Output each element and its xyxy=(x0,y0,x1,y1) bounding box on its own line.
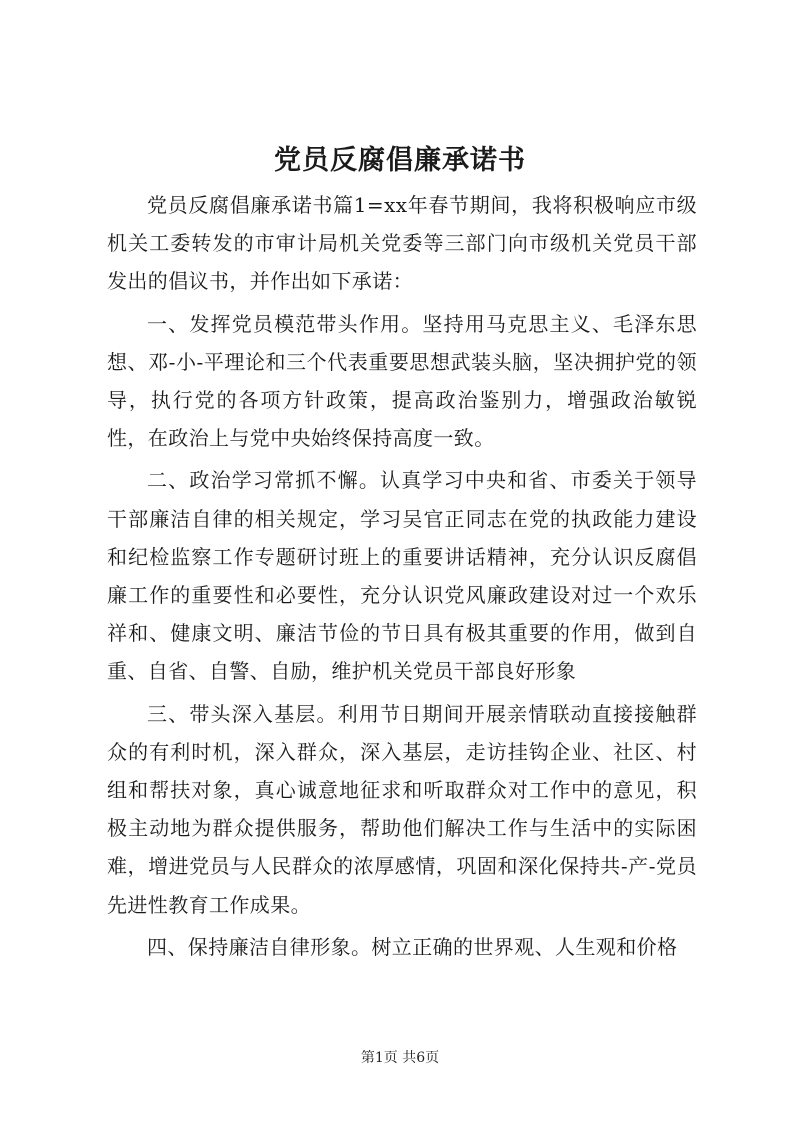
paragraph-1: 一、发挥党员模范带头作用。坚持用马克思主义、毛泽东思想、邓-小-平理论和三个代表重要思想武装头脑，坚决拥护党的领导，执行党的各项方针政策，提高政治鉴别力，增强政治敏锐性，在政治上与党中央始终保持高度一致。 xyxy=(107,311,697,451)
document-body xyxy=(107,186,697,970)
page-number-footer: 第1页 共6页 xyxy=(360,1050,440,1066)
paragraph-3: 三、带头深入基层。利用节日期间开展亲情联动直接接触群众的有利时机，深入群众，深入基层，走访挂钩企业、社区、村组和帮扶对象，真心诚意地征求和听取群众对工作中的意见，积极主动地为群众提供服务，帮助他们解决工作与生活中的实际困难，增进党员与人民群众的浓厚感情，巩固和深化保持共-产-党员先进性教育工作成果。 xyxy=(107,701,697,917)
document-title: 党员反腐倡廉承诺书 xyxy=(274,145,526,176)
paragraph-2: 二、政治学习常抓不懈。认真学习中央和省、市委关于领导干部廉洁自律的相关规定，学习吴官正同志在党的执政能力建设和纪检监察工作专题研讨班上的重要讲话精神，充分认识反腐倡廉工作的重要性和必要性，充分认识党风廉政建设对过一个欢乐祥和、健康文明、廉洁节俭的节日具有极其重要的作用，做到自重、自省、自警、自励，维护机关党员干部良好形象 xyxy=(107,468,697,684)
paragraph-4: 四、保持廉洁自律形象。树立正确的世界观、人生观和价格 xyxy=(147,934,678,959)
paragraph-intro: 党员反腐倡廉承诺书篇1=xx年春节期间，我将积极响应市级机关工委转发的市审计局机关党委等三部门向市级机关党员干部发出的倡议书，并作出如下承诺： xyxy=(107,193,697,294)
